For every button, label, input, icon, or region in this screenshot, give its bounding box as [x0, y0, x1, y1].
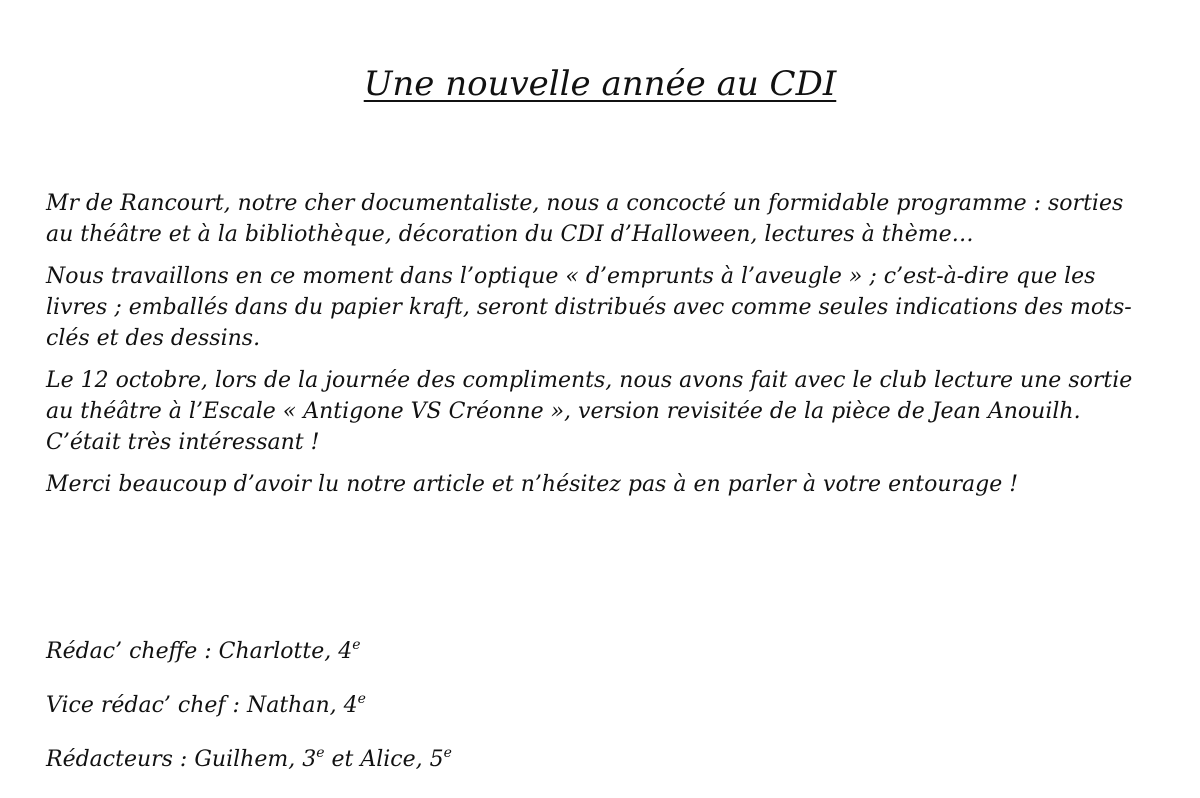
grade-superscript: e	[357, 691, 366, 707]
paragraph-theatre-trip: Le 12 octobre, lors de la journée des compliments, nous avons fait avec le club lecture une sortie au théâtre à l’Escale « Antigone VS Créonne », version revisitée de la pièce de Jean Anouilh. C’était très intéressant !	[46, 368, 1133, 455]
credit-writers-second: et Alice, 5	[324, 747, 444, 772]
grade-superscript: e	[316, 745, 325, 761]
credits-block	[46, 636, 946, 798]
grade-superscript: e	[352, 637, 361, 653]
credit-vice-editor	[46, 690, 946, 721]
credit-writers-label: Rédacteurs : Guilhem, 3	[46, 747, 317, 772]
article-body	[46, 188, 1156, 511]
paragraph-program: Mr de Rancourt, notre cher documentaliste, nous a concocté un formidable programme : sorties au théâtre et à la bibliothèque, décoration du CDI d’Halloween, lectures à thème…	[46, 191, 1124, 247]
credit-writers	[46, 744, 946, 775]
article-title	[0, 62, 1200, 106]
credit-editor-in-chief	[46, 636, 946, 667]
paragraph-thanks: Merci beaucoup d’avoir lu notre article et n’hésitez pas à en parler à votre entourage !	[46, 472, 1019, 497]
article-title-text: Une nouvelle année au CDI	[363, 64, 837, 104]
credit-editor-in-chief-label: Rédac’ cheffe : Charlotte, 4	[46, 639, 353, 664]
paragraph-blind-loans: Nous travaillons en ce moment dans l’optique « d’emprunts à l’aveugle » ; c’est-à-dire que les livres ; emballés dans du papier kraft, seront distribués avec comme seules indications des mots-clés et des dessins.	[46, 264, 1132, 351]
credit-vice-editor-label: Vice rédac’ chef : Nathan, 4	[46, 693, 358, 718]
grade-superscript: e	[443, 745, 452, 761]
